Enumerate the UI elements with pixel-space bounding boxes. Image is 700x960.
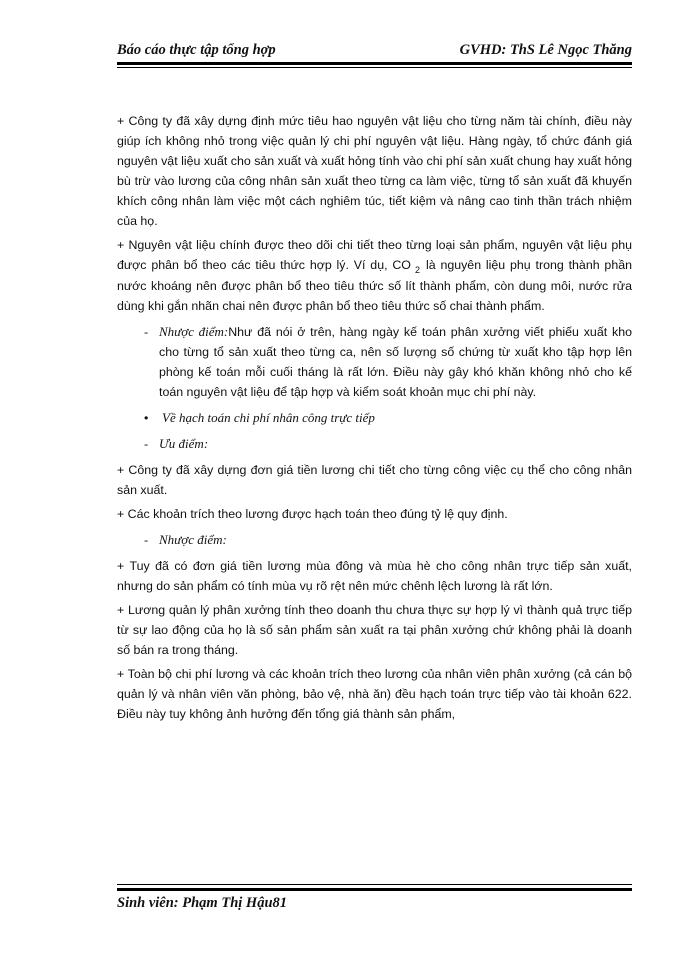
- page-body: [117, 111, 632, 728]
- header-rule-thick: [117, 62, 632, 65]
- section-heading: Về hạch toán chi phí nhân công trực tiếp: [162, 410, 375, 425]
- paragraph-text: + Nguyên vật liệu chính được theo dõi chi tiết theo từng loại sản phẩm, nguyên vật liệu phụ được phân bổ theo các tiêu thức hợp lý. Ví dụ, CO: [117, 238, 632, 272]
- paragraph-text: là nguyên liệu phụ trong thành phần nước khoáng nên được phân bổ theo tiêu thức số lít thành phẩm, còn dung môi, nước rửa dùng khi gắn nhãn chai nên được phân bổ theo tiêu thức số chai thành phẩm.: [117, 258, 632, 313]
- paragraph-wage-rates: + Công ty đã xây dựng đơn giá tiền lương chi tiết cho từng công việc cụ thể cho công nhân sản xuất.: [117, 463, 632, 497]
- paragraph-account-622: + Toàn bộ chi phí lương và các khoản trích theo lương của nhân viên phân xưởng (cả cán bộ quản lý và nhân viên văn phòng, bảo vệ, nhà ăn) đều hạch toán trực tiếp vào tài khoản 622. Điều này tuy không ảnh hưởng đến tổng giá thành sản phẩm,: [117, 667, 632, 721]
- paragraph-deductions: + Các khoản trích theo lương được hạch toán theo đúng tỷ lệ quy định.: [117, 507, 508, 521]
- weakness-label: Nhược điểm:: [159, 324, 229, 339]
- weakness-label: Nhược điểm:: [159, 532, 227, 547]
- advisor-name: GVHD: ThS Lê Ngọc Thăng: [459, 42, 632, 58]
- header-rule-thin: [117, 67, 632, 68]
- footer-rule-thick: [117, 888, 632, 891]
- page-header: [117, 38, 632, 64]
- weakness-item-1: [117, 322, 632, 402]
- dash-marker: -: [144, 437, 149, 451]
- student-name: Sinh viên: Phạm Thị Hậu81: [117, 895, 288, 911]
- weakness-heading-2: [117, 530, 632, 550]
- dash-marker: -: [144, 533, 149, 547]
- report-title: Báo cáo thực tập tổng hợp: [117, 42, 276, 58]
- subscript-2: 2: [414, 265, 420, 275]
- paragraph-material-norms: + Công ty đã xây dựng định mức tiêu hao nguyên vật liệu cho từng năm tài chính, điều này giúp ích không nhỏ trong việc quản lý chi phí nguyên vật liệu. Hàng ngày, tổ chức đánh giá nguyên vật liệu xuất cho sản xuất và xuất hỏng tính vào chi phí sản xuất chung hay xuất hỏng bù trừ vào lương của công nhân sản xuất theo từng ca làm việc, từng tổ sản xuất đã khuyến khích công nhân làm việc một cách nghiêm túc, tiết kiệm và nâng cao tinh thần trách nhiệm của họ.: [117, 114, 632, 228]
- footer-rule-thin: [117, 884, 632, 885]
- strength-heading: [117, 434, 632, 454]
- bullet-item: [117, 408, 632, 428]
- dash-marker: -: [144, 325, 149, 339]
- paragraph-main-materials: [117, 235, 632, 316]
- paragraph-seasonal-wages: + Tuy đã có đơn giá tiền lương mùa đông và mùa hè cho công nhân trực tiếp sản xuất, nhưng do sản phẩm có tính mùa vụ rõ rệt nên mức chênh lệch lương là rất lớn.: [117, 559, 632, 593]
- bullet-marker: •: [144, 411, 149, 425]
- paragraph-manager-wages: + Lương quản lý phân xưởng tính theo doanh thu chưa thực sự hợp lý vì thành quả trực tiếp từ sự lao động của họ là số sản phẩm sản xuất ra tại phân xưởng chứ không phải là doanh số bán ra trong tháng.: [117, 603, 632, 657]
- strength-label: Ưu điểm:: [159, 436, 209, 451]
- weakness-text: Như đã nói ở trên, hàng ngày kế toán phân xưởng viết phiếu xuất kho cho từng tổ sản xuất theo từng ca, nên số lượng số chứng từ xuất kho tập hợp lên phòng kế toán mỗi cuối tháng là rất lớn. Điều này gây khó khăn không nhỏ cho kế toán nguyên vật liệu để tập hợp và kiểm soát khoản mục chi phí này.: [159, 325, 632, 399]
